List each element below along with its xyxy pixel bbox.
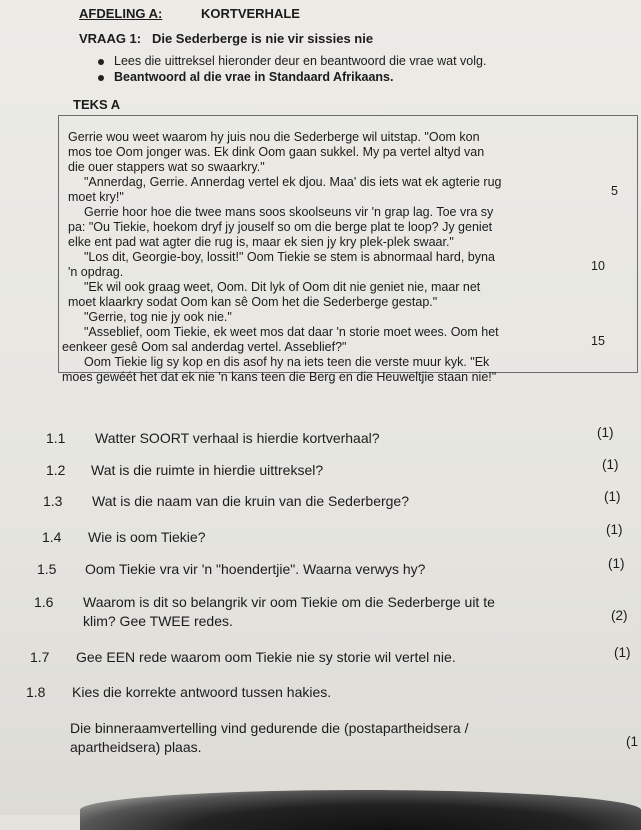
passage-line: "Annerdag, Gerrie. Annerdag vertel ek djou. Maa' dis iets wat ek agterie rug (84, 175, 502, 189)
passage-line: "Los dit, Georgie-boy, lossit!" Oom Tiekie se stem is abnormaal hard, byna (84, 250, 495, 264)
sentence-line: Die binneraamvertelling vind gedurende die (postapartheidsera / (70, 720, 469, 736)
passage-line: "Ek wil ook graag weet, Oom. Dit lyk of Oom dit nie geniet nie, maar net (84, 280, 481, 294)
passage-line: mos toe Oom jonger was. Ek dink Oom gaan sukkel. My pa vertel altyd van (68, 145, 485, 159)
sentence-line: apartheidsera) plaas. (70, 739, 202, 755)
genre-heading: KORTVERHALE (201, 6, 300, 21)
question-mark: (1) (608, 556, 625, 571)
question-text: Waarom is dit so belangrik vir oom Tiekie om die Sederberge uit te (83, 594, 495, 610)
passage-line: 'n opdrag. (68, 265, 124, 279)
passage-line: moet klaarkry sodat Oom kan sê Oom het die Sederberge gestap." (68, 295, 438, 309)
line-number: 10 (591, 259, 605, 273)
passage-line: pa: "Ou Tiekie, hoekom dryf jy jouself so om die berge plat te loop? Jy geniet (68, 220, 493, 234)
question-number: 1.3 (43, 493, 63, 509)
question-text: Wie is oom Tiekie? (88, 529, 206, 545)
bullet-icon (98, 59, 104, 65)
question-text: Watter SOORT verhaal is hierdie kortverhaal? (95, 430, 380, 446)
question-text-continued: klim? Gee TWEE redes. (83, 613, 233, 629)
question-number: 1.2 (46, 462, 66, 478)
passage-line: "Asseblief, oom Tiekie, ek weet mos dat daar 'n storie moet wees. Oom het (84, 325, 499, 339)
line-number: 5 (611, 184, 618, 198)
question-text: Wat is die ruimte in hierdie uittreksel? (91, 462, 324, 478)
question-text: Kies die korrekte antwoord tussen hakies. (72, 684, 332, 700)
passage-line: elke ent pad wat agter die rug is, maar ek sien jy kry plek-plek swaar." (68, 235, 454, 249)
question-text: Wat is die naam van die kruin van die Sederberge? (92, 493, 409, 509)
line-number: 15 (591, 334, 605, 348)
passage-line: "Gerrie, tog nie jy ook nie." (84, 310, 232, 324)
question-text: Oom Tiekie vra vir 'n "hoendertjie". Waarna verwys hy? (85, 561, 426, 577)
question-mark: (1) (602, 457, 619, 472)
question-mark: (1) (597, 425, 614, 440)
question-number: 1.1 (46, 430, 66, 446)
question-number: 1.4 (42, 529, 62, 545)
passage-line: moes gewéét het dat ek nie 'n kans teen die Berg en die Heuweltjie staan nie!" (62, 370, 497, 384)
question-mark: (1) (606, 522, 623, 537)
question-number: 1.5 (37, 561, 57, 577)
instruction-text: Beantwoord al die vrae in Standaard Afrikaans. (114, 70, 394, 84)
passage-line: Gerrie hoor hoe die twee mans soos skoolseuns vir 'n grap lag. Toe vra sy (84, 205, 494, 219)
question-mark: (1) (614, 645, 631, 660)
passage-line: die ouer stappers wat so swaarkry." (68, 160, 265, 174)
question-title: VRAAG 1: Die Sederberge is nie vir sissies nie (79, 31, 374, 46)
question-number: 1.6 (34, 594, 54, 610)
instruction-item (98, 70, 393, 84)
instruction-text: Lees die uittreksel hieronder deur en beantwoord die vrae wat volg. (114, 54, 487, 68)
question-mark: (1) (604, 489, 621, 504)
question-mark: (1 (626, 734, 639, 749)
passage-line: eenkeer gesê Oom sal anderdag vertel. Asseblief?" (62, 340, 347, 354)
question-text: Gee EEN rede waarom oom Tiekie nie sy storie wil vertel nie. (76, 649, 456, 665)
passage-line: Oom Tiekie lig sy kop en dis asof hy na iets teen die verste muur kyk. "Ek (84, 355, 490, 369)
text-label: TEKS A (73, 97, 121, 112)
question-mark: (2) (611, 608, 628, 623)
bullet-icon (98, 75, 104, 81)
passage-line: moet kry!" (68, 190, 124, 204)
passage-line: Gerrie wou weet waarom hy juis nou die Sederberge wil uitstap. "Oom kon (68, 130, 480, 144)
photo-shadow (80, 790, 641, 830)
instruction-item (98, 54, 486, 68)
question-number: 1.8 (26, 684, 46, 700)
section-heading: AFDELING A: (79, 6, 163, 21)
question-number: 1.7 (30, 649, 50, 665)
